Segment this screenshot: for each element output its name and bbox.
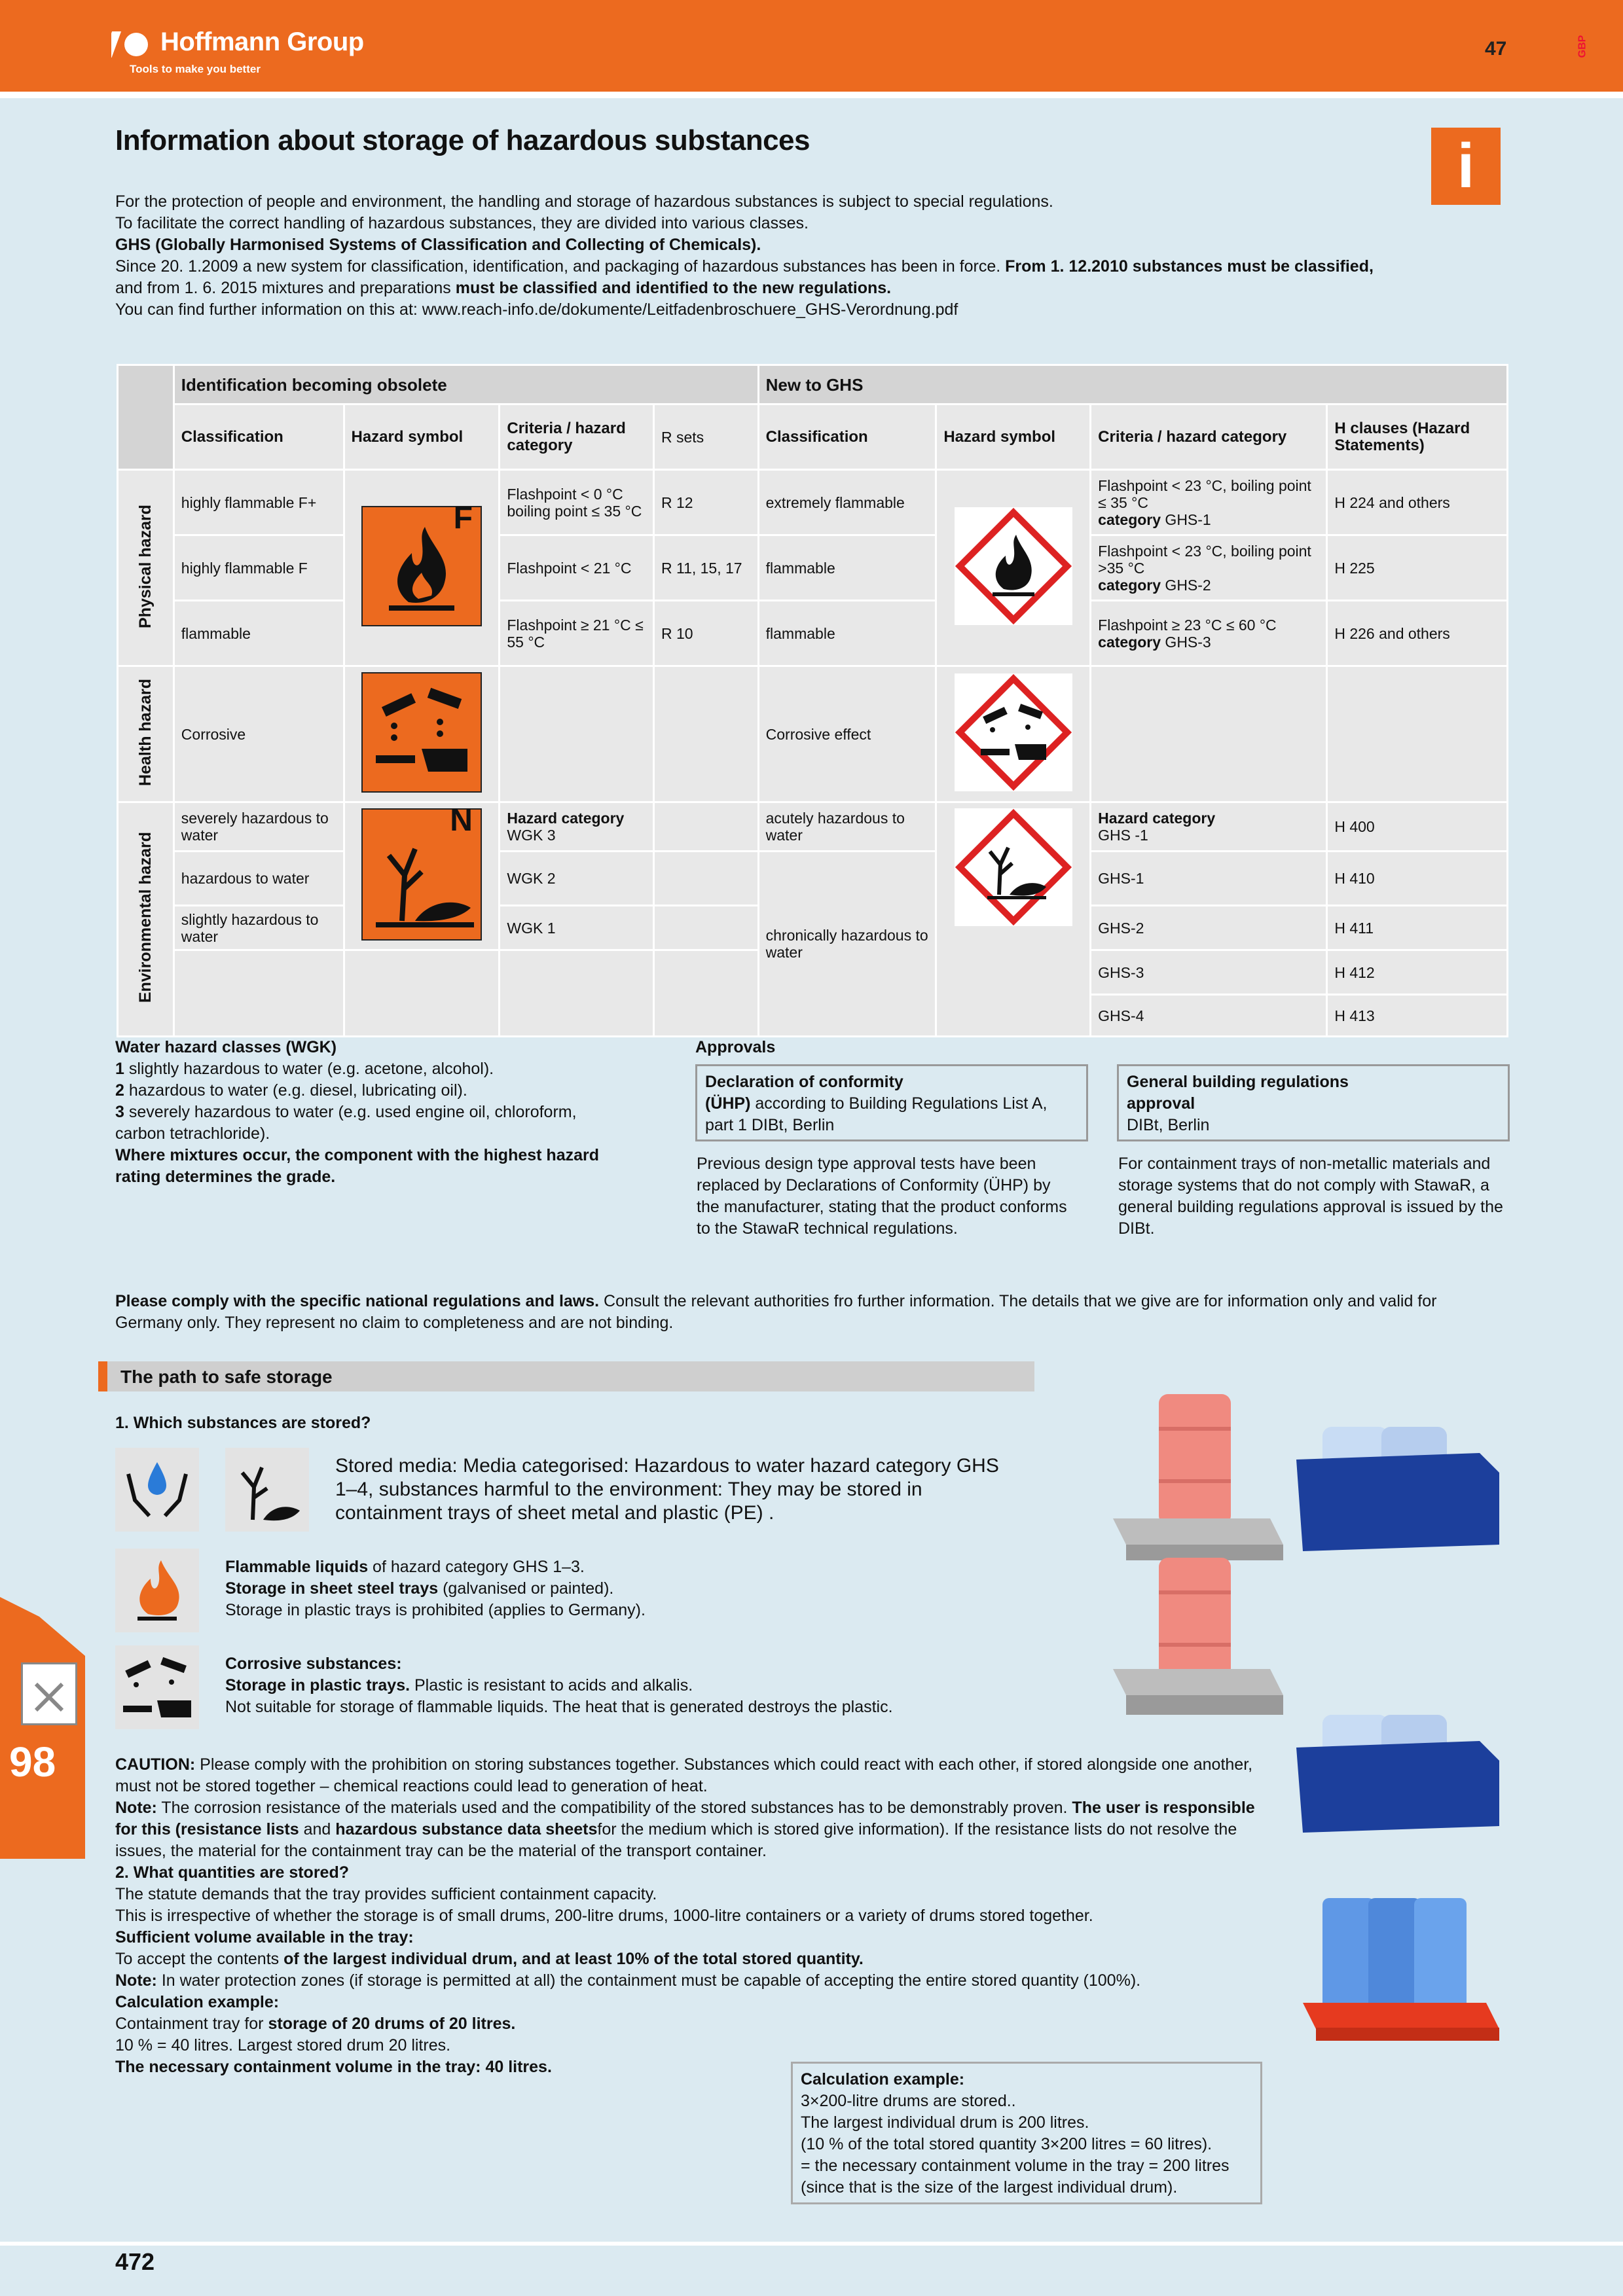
flammable-symbol-cell (344, 470, 500, 666)
text (115, 1754, 1267, 1797)
cell (653, 666, 758, 802)
flammable-text (225, 1556, 880, 1621)
wgk-line (115, 1102, 600, 1145)
cell (1091, 535, 1327, 601)
intro-span: From 1. 12.2010 substances must be classified, (1005, 257, 1374, 276)
product-photos-row-1 (1106, 1388, 1604, 1571)
text: DIBt, Berlin (1127, 1116, 1210, 1134)
section-header (98, 1361, 1034, 1391)
info-icon: i (1431, 128, 1501, 205)
page-title: Information about storage of hazardous substances (115, 124, 810, 156)
brand-name: Hoffmann Group (160, 27, 364, 56)
text: Please comply with the prohibition on storing substances together. Substances which could react with each other, if stored alongside one another, must not be stored together – chemical reactions could lead to generation of heat. (115, 1755, 1253, 1795)
text: = the necessary containment volume in the tray = 200 litres (801, 2157, 1230, 2175)
product-photos-right (1296, 1715, 1611, 2042)
cell: flammable (758, 535, 936, 601)
text: 3 (115, 1103, 124, 1121)
side-label-environment (118, 802, 174, 1037)
text: Sufficient volume available in the tray: (115, 1928, 414, 1946)
text: category (1098, 576, 1161, 594)
text: hazardous to water (e.g. diesel, lubricating oil). (124, 1081, 467, 1100)
cell: WGK 2 (500, 852, 654, 906)
protect-water-icon (115, 1448, 199, 1532)
text (115, 2013, 1267, 2035)
chapter-tab-icon (21, 1662, 77, 1725)
col-header: Classification (173, 404, 344, 470)
text (115, 1797, 1267, 1862)
text: Note: (115, 1971, 157, 1990)
environment-orange-icon (361, 803, 482, 941)
text: Hazard category (507, 810, 625, 827)
hoffmann-logo-icon (111, 26, 157, 60)
text: severely hazardous to water (e.g. used engine oil, chloroform, carbon tetrachloride). (115, 1103, 577, 1143)
steel-tray-drum-image (1113, 1394, 1283, 1560)
text: In water protection zones (if storage is permitted at all) the containment must be capable of accepting the entire stored quantity (100%). (156, 1971, 1141, 1990)
cell: H 224 and others (1327, 470, 1508, 535)
cell: chronically hazardous to water (758, 852, 936, 1037)
text: WGK 3 (507, 827, 556, 844)
plastic-tray-canisters-image (1296, 1427, 1499, 1551)
approval-box-general (1117, 1064, 1510, 1141)
cell (173, 950, 344, 1037)
col-header: H clauses (Hazard Statements) (1327, 404, 1508, 470)
intro-line: For the protection of people and environment, the handling and storage of hazardous substances is subject to special regulations. (115, 192, 1053, 211)
cell: highly flammable F+ (173, 470, 344, 535)
cell: Flashpoint < 0 °C boiling point ≤ 35 °C (500, 470, 654, 535)
corner-cell (118, 365, 174, 470)
col-header: Classification (758, 404, 936, 470)
side-text: Physical hazard (136, 504, 155, 628)
cell: H 400 (1327, 802, 1508, 852)
stored-media-text: Stored media: Media categorised: Hazardous to water hazard category GHS 1–4, substances harmful to the environment: They may be stored in containment trays of sheet metal and plastic (PE) . (335, 1455, 999, 1524)
intro-text (115, 191, 1425, 321)
approval-text-1: Previous design type approval tests have been replaced by Declarations of Conformity (ÜHP) by the manufacturer, stating that the product conforms to the StawaR technical regulations. (697, 1155, 1067, 1238)
steel-tray-drum-image (1113, 1558, 1283, 1715)
text: Storage in plastic trays. (225, 1676, 410, 1695)
col-header: Hazard symbol (344, 404, 500, 470)
section-title: The path to safe storage (120, 1367, 333, 1387)
question-1: 1. Which substances are stored? (115, 1414, 371, 1432)
cell: GHS-2 (1091, 906, 1327, 950)
cell: GHS-4 (1091, 995, 1327, 1037)
calculation-example-box (791, 2062, 1262, 2204)
cell (653, 852, 758, 906)
text: The user is responsible for this (resistance lists (115, 1799, 1255, 1839)
corrosive-orange-icon (361, 672, 482, 793)
cell (500, 666, 654, 802)
intro-line (115, 278, 1425, 299)
text: Note: (115, 1799, 157, 1817)
text: and (299, 1820, 336, 1839)
text: Calculation example: (115, 1993, 280, 2011)
symbol-letter: N (450, 803, 473, 838)
corrosive-text (225, 1653, 945, 1718)
cell: Flashpoint < 21 °C (500, 535, 654, 601)
cell: WGK 1 (500, 906, 654, 950)
cell: H 412 (1327, 950, 1508, 995)
cell: R 10 (653, 601, 758, 666)
text (115, 1970, 1267, 1992)
text: GHS-1 (1161, 511, 1211, 528)
cell (653, 906, 758, 950)
environment-symbol-cell (344, 802, 500, 950)
wgk-line (115, 1058, 600, 1080)
cell: acutely hazardous to water (758, 802, 936, 852)
text: category (1098, 633, 1161, 651)
text: 10 % = 40 litres. Largest stored drum 20 litres. (115, 2036, 451, 2054)
text: The largest individual drum is 200 litres. (801, 2113, 1089, 2132)
col-header: Criteria / hazard category (500, 404, 654, 470)
text: for the medium which is stored give information). If the resistance lists do not resolve the issues, the material for the containment tray can be the material of the transport container. (115, 1820, 1237, 1860)
intro-span: must be classified and identified to the new regulations. (455, 279, 892, 297)
text: Storage in sheet steel trays (225, 1579, 439, 1598)
region-code: GBP (1577, 35, 1588, 58)
text (225, 1675, 945, 1696)
cell: slightly hazardous to water (173, 906, 344, 950)
text: of hazard category GHS 1–3. (368, 1558, 585, 1576)
text: GHS-3 (1161, 633, 1211, 651)
text: Corrosive substances: (225, 1655, 402, 1673)
cell: flammable (173, 601, 344, 666)
intro-span: Since 20. 1.2009 a new system for classification, identification, and packaging of hazardous substances has been in force. (115, 257, 1006, 276)
text: Storage in plastic trays is prohibited (applies to Germany). (225, 1601, 646, 1619)
intro-line: To facilitate the correct handling of hazardous substances, they are divided into various classes. (115, 214, 809, 232)
text: (10 % of the total stored quantity 3×200 litres = 60 litres). (801, 2135, 1213, 2153)
ghs-flame-icon (955, 507, 1072, 625)
cell (500, 950, 654, 1037)
cell: hazardous to water (173, 852, 344, 906)
text: 3×200-litre drums are stored.. (801, 2092, 1016, 2110)
text: Please comply with the specific national regulations and laws. (115, 1292, 600, 1310)
cell: H 226 and others (1327, 601, 1508, 666)
text (225, 1578, 880, 1600)
text: of the largest individual drum, and at least 10% of the total stored quantity. (283, 1950, 864, 1968)
text: The statute demands that the tray provides sufficient containment capacity. (115, 1885, 657, 1903)
ghs-environment-icon (955, 808, 1072, 926)
cell: H 225 (1327, 535, 1508, 601)
text (115, 1948, 1267, 1970)
text: (galvanised or painted). (438, 1579, 614, 1598)
ghs-corrosive-symbol-cell (936, 666, 1091, 802)
wgk-title: Water hazard classes (WGK) (115, 1038, 337, 1056)
cell: Flashpoint ≥ 21 °C ≤ 55 °C (500, 601, 654, 666)
chapter-tab (0, 1597, 85, 1859)
side-text: Environmental hazard (136, 832, 155, 1003)
cell: highly flammable F (173, 535, 344, 601)
flammable-orange-icon (361, 501, 482, 626)
cell: GHS-1 (1091, 852, 1327, 906)
text: GHS -1 (1098, 827, 1148, 844)
question-2: 2. What quantities are stored? (115, 1863, 350, 1882)
intro-span: and from 1. 6. 2015 mixtures and preparations (115, 279, 456, 297)
text: The corrosion resistance of the materials used and the compatibility of the stored substances has to be demonstrably proven. (156, 1799, 1072, 1817)
storage-guidance-text (115, 1754, 1267, 2078)
text (705, 1093, 1078, 1136)
cell (1091, 802, 1327, 852)
cell (344, 950, 500, 1037)
text: Not suitable for storage of flammable liquids. The heat that is generated destroys the plastic. (225, 1698, 893, 1716)
text: Flashpoint ≥ 23 °C ≤ 60 °C (1098, 616, 1277, 634)
cell: R 11, 15, 17 (653, 535, 758, 601)
text: General building regulations approval (1127, 1073, 1349, 1113)
plastic-tray-canisters-image (1296, 1715, 1499, 1833)
cell: flammable (758, 601, 936, 666)
cell: H 410 (1327, 852, 1508, 906)
brand-tagline: Tools to make you better (130, 63, 261, 75)
red-tray-blue-drums-image (1303, 1898, 1499, 2041)
text: (since that is the size of the largest individual drum). (801, 2178, 1178, 2197)
group-header-old: Identification becoming obsolete (173, 365, 758, 404)
text: category (1098, 511, 1161, 528)
col-header: Criteria / hazard category (1091, 404, 1327, 470)
side-label-health (118, 666, 174, 802)
text: Flashpoint < 23 °C, boiling point ≤ 35 °C (1098, 476, 1311, 511)
cell: H 411 (1327, 906, 1508, 950)
text: Plastic is resistant to acids and alkalis. (410, 1676, 693, 1695)
intro-line: GHS (Globally Harmonised Systems of Classification and Collecting of Chemicals). (115, 236, 761, 254)
text: Flashpoint < 23 °C, boiling point >35 °C (1098, 542, 1311, 577)
ghs-flame-symbol-cell (936, 470, 1091, 666)
text: hazardous substance data sheets (335, 1820, 598, 1839)
col-header: Hazard symbol (936, 404, 1091, 470)
cell (1091, 601, 1327, 666)
wgk-block (115, 1037, 600, 1188)
page-number: 472 (115, 2248, 155, 2275)
cell (500, 802, 654, 852)
header-strip (0, 92, 1623, 98)
text: Flammable liquids (225, 1558, 369, 1576)
catalog-page-number: 47 (1485, 38, 1507, 60)
cell (1327, 666, 1508, 802)
cell: extremely flammable (758, 470, 936, 535)
chapter-number: 98 (9, 1738, 56, 1785)
text: Consult the relevant authorities fro further information. The details that we give are for information only and valid for Germany only. They represent no claim to completeness and are not binding. (115, 1292, 1437, 1332)
footer-line (0, 2242, 1623, 2246)
approval-text-2: For containment trays of non-metallic materials and storage systems that do not comply with StawaR, a general building regulations approval is issued by the DIBt. (1118, 1155, 1503, 1238)
text: according to Building Regulations List A, part 1 DIBt, Berlin (705, 1094, 1048, 1134)
text: 1 (115, 1060, 124, 1078)
environment-hazard-icon (225, 1448, 309, 1532)
ghs-corrosive-icon (955, 673, 1072, 791)
comply-notice (115, 1291, 1477, 1334)
ghs-environment-symbol-cell (936, 802, 1091, 1037)
group-header-new: New to GHS (758, 365, 1507, 404)
text: CAUTION: (115, 1755, 196, 1774)
text: To accept the contents (115, 1950, 284, 1968)
cell: H 413 (1327, 995, 1508, 1037)
hazard-classification-table (117, 364, 1508, 1037)
cell (1091, 470, 1327, 535)
approval-box-conformity (695, 1064, 1088, 1141)
text: The necessary containment volume in the tray: 40 litres. (115, 2058, 552, 2076)
side-label-physical (118, 470, 174, 666)
cell (653, 950, 758, 1037)
text: (ÜHP) (705, 1094, 751, 1113)
cell (1091, 666, 1327, 802)
cell: Corrosive effect (758, 666, 936, 802)
intro-line (115, 256, 1425, 278)
text: GHS-2 (1161, 576, 1211, 594)
corrosive-icon (115, 1645, 199, 1729)
intro-link-line: You can find further information on this at: www.reach-info.de/dokumente/Leitfadenbroschuere_GHS-Verordnung.pdf (115, 300, 958, 319)
text: slightly hazardous to water (e.g. acetone, alcohol). (124, 1060, 494, 1078)
text: Containment tray for (115, 2015, 268, 2033)
wgk-note: Where mixtures occur, the component with the highest hazard rating determines the grade. (115, 1146, 600, 1186)
col-header: R sets (653, 404, 758, 470)
text: This is irrespective of whether the storage is of small drums, 200-litre drums, 1000-litre containers or a variety of drums stored together. (115, 1907, 1093, 1925)
cell (653, 802, 758, 852)
symbol-letter: F (453, 501, 473, 535)
text: storage of 20 drums of 20 litres. (268, 2015, 516, 2033)
cell: R 12 (653, 470, 758, 535)
section-accent (98, 1361, 107, 1391)
side-text: Health hazard (136, 679, 155, 786)
text: 2 (115, 1081, 124, 1100)
text: Declaration of conformity (705, 1073, 903, 1091)
cell: severely hazardous to water (173, 802, 344, 852)
corrosive-symbol-cell (344, 666, 500, 802)
cell: GHS-3 (1091, 950, 1327, 995)
flammable-icon (115, 1549, 199, 1632)
wgk-line (115, 1080, 600, 1102)
text: Calculation example: (801, 2070, 965, 2089)
text (225, 1556, 880, 1578)
approvals-title: Approvals (695, 1038, 776, 1056)
text: Hazard category (1098, 810, 1216, 827)
cell: Corrosive (173, 666, 344, 802)
